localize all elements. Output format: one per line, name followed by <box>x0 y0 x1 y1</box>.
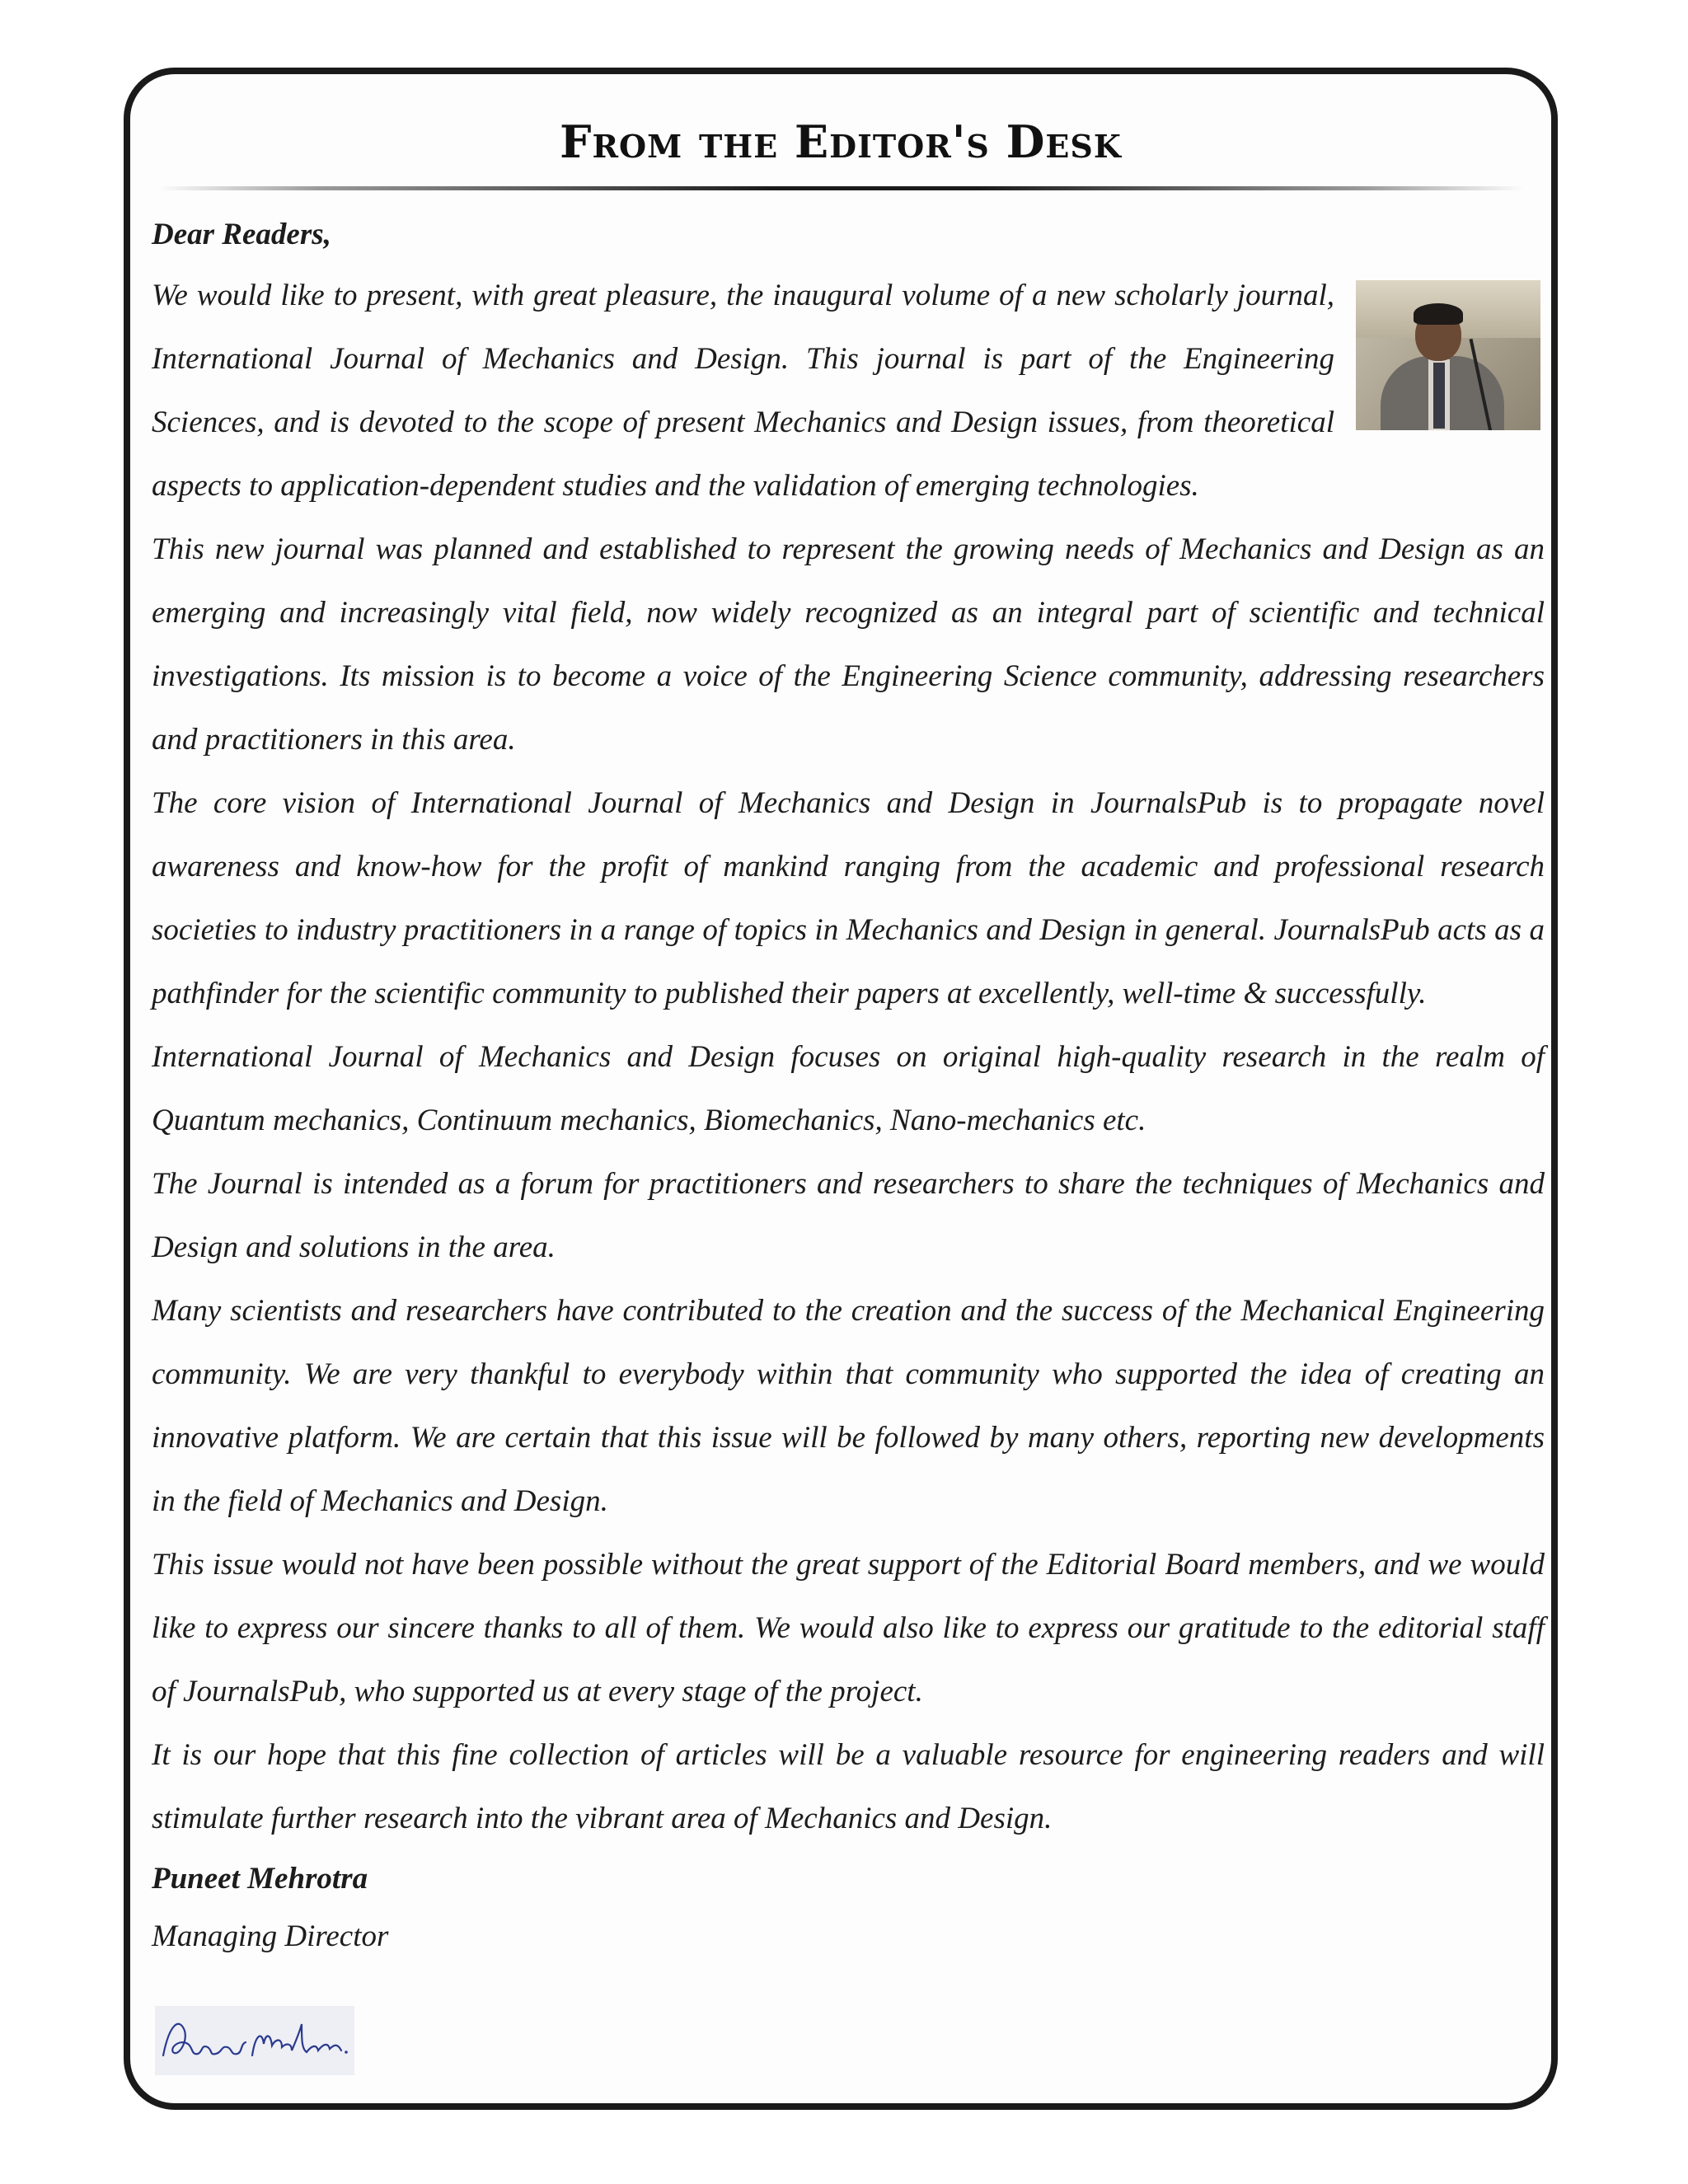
letter-greeting: Dear Readers, <box>152 218 331 251</box>
editor-photo <box>1356 280 1540 430</box>
letter-paragraph: International Journal of Mechanics and Design focuses on original high-quality research in the realm of Quantum mechanics, Continuum mechanics, Biomechanics, Nano-mechanics etc. <box>152 1040 1545 1137</box>
letter-paragraph: This issue would not have been possible without the great support of the Editorial Board members, and we would like to express our sincere thanks to all of them. We would also like to express our gratitude to the editorial staff of JournalsPub, who supported us at every stage of the project. <box>152 1548 1545 1708</box>
signer-role: Managing Director <box>152 1919 389 1953</box>
editorial-frame <box>124 68 1558 2110</box>
letter-paragraph: The Journal is intended as a forum for practitioners and researchers to share the techniques of Mechanics and Design and solutions in the area. <box>152 1167 1545 1264</box>
signer-name: Puneet Mehrotra <box>152 1862 368 1896</box>
signature-icon <box>155 2006 354 2075</box>
letter-paragraph: The core vision of International Journal of Mechanics and Design in JournalsPub is to propagate novel awareness and know-how for the profit of mankind ranging from the academic and professional research societies to industry practitioners in a range of topics in Mechanics and Design in general. JournalsPub acts as a pathfinder for the scientific community to published their papers at excellently, well-time & successfully. <box>152 786 1545 1010</box>
signature-image <box>155 2006 354 2075</box>
letter-paragraph: Many scientists and researchers have contributed to the creation and the success of the Mechanical Engineering community. We are very thankful to everybody within that community who supported the idea of creating an innovative platform. We are certain that this issue will be followed by many others, reporting new developments in the field of Mechanics and Design. <box>152 1294 1545 1518</box>
letter-paragraph: This new journal was planned and established to represent the growing needs of Mechanics and Design as an emerging and increasingly vital field, now widely recognized as an integral part of scientific and technical investigations. Its mission is to become a voice of the Engineering Science community, addressing researchers and practitioners in this area. <box>152 532 1545 757</box>
letter-paragraph: We would like to present, with great pleasure, the inaugural volume of a new scholarly journal, International Journal of Mechanics and Design. This journal is part of the Engineering Sciences, and is devoted to the scope of present Mechanics and Design issues, from theoretical aspects to application-dependent studies and the validation of emerging technologies. <box>152 279 1334 503</box>
letter-body <box>152 206 1545 1966</box>
letter-paragraph: It is our hope that this fine collection of articles will be a valuable resource for engineering readers and will stimulate further research into the vibrant area of Mechanics and Design. <box>152 1738 1545 1835</box>
page-title: From the Editor's Desk <box>560 115 1122 168</box>
title-divider <box>155 186 1527 190</box>
